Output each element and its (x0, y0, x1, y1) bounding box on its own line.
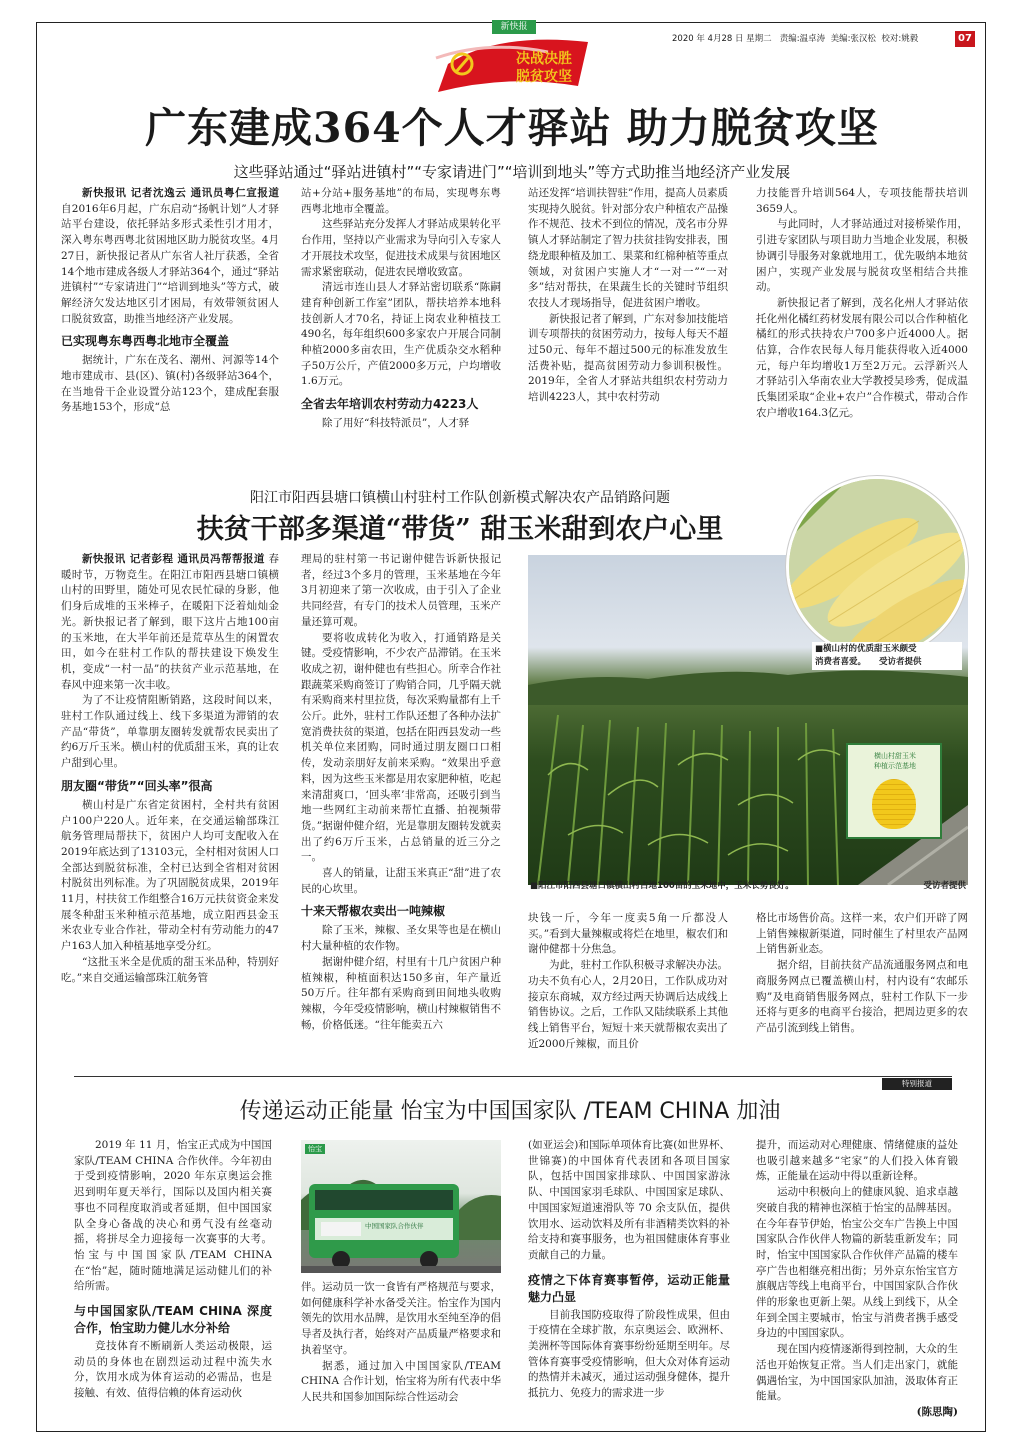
paper-tag: 新快报 (492, 20, 536, 34)
page-number: 07 (955, 31, 975, 47)
party-emblem-icon (428, 34, 598, 94)
article2-kicker: 阳江市阳西县塘口镇横山村驻村工作队创新模式解决农产品销路问题 (250, 490, 670, 506)
article2-byline: 新快报讯 记者彭程 通讯员冯帮帮报道 (82, 553, 265, 565)
article2-headline: 扶贫干部多渠道“带货” 甜玉米甜到农户心里 (196, 514, 724, 545)
article1-col3: 站还发挥“培训扶智驻”作用，提高人员素质实现持久脱贫。针对部分农户种植农产品操作不规范、技术不到位的情况，茂名市分界镇人才驿站制定了智力扶贫挂钩安排表，围绕龙眼种植及加工、果菜和红棉种植等重点领域，对贫困户实施人才“一对一”“一对多”结对帮扶，在果蔬生长的关键时节组织农技人才现场指导，促进贫困户增收。 新快报记者了解到，广东对参加技能培训专项帮扶的贫困劳动力，按每人每天不超过50元、每年不超过500元的标准发放生活费补贴，提高贫困劳动力参训积极性。2019年，全省人才驿站共组织农村劳动力培训4223人，其中农村劳动 (528, 187, 728, 404)
editor: 责编:温卓涛 (779, 34, 826, 44)
bus-ad-text: 中国国家队合作伙伴 (365, 1222, 424, 1230)
article1-col2: 站+分站+服务基地”的布局，实现粤东粤西粤北地市全覆盖。 这些驿站充分发挥人才驿站成果转化平台作用，坚持以产业需求为导向引入专家人才开展技术攻坚，促进技术成果与贫困地区需求紧密联动，促进农民增收致富。 清远市连山县人才驿站密切联系“陈嗣建育种创新工作室”团队，帮扶培养本地科技创新人才70名，持证上岗农业种植技工490名，每年组织600多家农户开展合同制种植2000多亩农田，生产优质杂交水稻种子50万公斤，产值2000多万元，户均增收1.6万元。 全省去年培训农村劳动力4223人 除了用好“科技特派员”，人才驿 (301, 187, 501, 430)
caption-top: ■横山村的优质甜玉米颇受 消费者喜爱。 受访者提供 (812, 642, 962, 670)
article2-subhead-1: 朋友圈“带货”“回头率”很高 (61, 778, 213, 793)
article1-subheadline: 这些驿站通过“驿站进镇村”“专家请进门”“培训到地头”等方式助推当地经济产业发展 (233, 163, 791, 181)
article1-subhead-2: 全省去年培训农村劳动力4223人 (301, 397, 479, 412)
article3-col1: 2019 年 11 月，怡宝正式成为中国国家队/TEAM CHINA 合作伙伴。今年初由于受到疫情影响，2020 年东京奥运会推迟到明年夏天举行，国际以及国内相关赛事也不同程度取消或者延期，但中国国家队全身心备战的决心和勇气没有丝毫动摇，将拼尽全力迎接每一次赛事的大考。怡宝与中国国家队/TEAM CHINA在“怡”起，随时随地满足运动健儿们的补给所需。 与中国国家队/TEAM CHINA 深度合作，怡宝助力健儿水分补给 竞技体育不断刷新人类运动极限，运动员的身体也在剧烈运动过程中流失水分，饮用水成为体育运动的必需品，也是接触、有效、值得信赖的体育运动伙 (74, 1139, 272, 1400)
corn-cob-illustration (789, 479, 968, 658)
farm-signboard (846, 743, 942, 839)
special-report-tag: 特别报道 (882, 1078, 952, 1090)
article2-col1: 新快报讯 记者彭程 通讯员冯帮帮报道 春暖时节，万物竞生。在阳江市阳西县塘口镇横山村的田野里，随处可见农民忙碌的身影，他们身后成堆的玉米棒子，在暖阳下泛着灿灿金光。新快报记者了解到，眼下这片占地100亩的玉米地，在大半年前还是荒草丛生的闲置农田，如今在驻村工作队的帮扶建设下焕发生机，变成“一村一品”的扶贫产业示范基地，在春风中迎来第一次丰收。 为了不让疫情阻断销路，这段时间以来，驻村工作队通过线上、线下多渠道为滞销的农产品“带货”，单靠朋友圈转发就帮农民卖出了约6万斤玉米。横山村的优质甜玉米，真的让农户甜到心里。 朋友圈“带货”“回头率”很高 横山村是广东省定贫困村，全村共有贫困户100户220人。近年来，在交通运输部珠江航务管理局帮扶下，贫困户人均可支配收入在2019年底达到了13103元，全村相对贫困人口全部达到脱贫标准，全村已达到全省相对贫困村脱贫出列标准。为了巩固脱贫成果，2019年11月，村扶贫工作组整合16万元扶贫资金来发展冬种甜玉米种植示范基地，成立阳西县金玉米农业专业合作社，带动全村有劳动能力的47户163人加入种植基地享受分红。 “这批玉米全是优质的甜玉米品种，特别好吃。”来自交通运输部珠江航务管 (61, 553, 279, 984)
article1-col1: 新快报讯 记者沈逸云 通讯员粤仁宣报道 自2016年6月起，广东启动“扬帆计划”人才驿站平台建设，依托驿站多形式柔性引才用才，深入粤东粤西粤北贫困地区助力脱贫攻坚。4月27日，新快报记者从广东省人社厅获悉，全省14个地市建成各级人才驿站364个，通过“驿站进镇村”“专家请进门”“培训到地头”等方式，破解经济欠发达地区引才困局，有效带领贫困人口脱贫致富，助推当地经济产业发展。 已实现粤东粤西粤北地市全覆盖 据统计，广东在茂名、潮州、河源等14个地市建成市、县(区)、镇(村)各级驿站364个，在当地骨干企业设置分站123个，建成配套服务基地153个，形成“总 (61, 187, 279, 414)
article1-headline: 广东建成364个人才驿站 助力脱贫攻坚 (145, 104, 879, 152)
article3-headline: 传递运动正能量 怡宝为中国国家队 /TEAM CHINA 加油 (239, 1099, 781, 1124)
article2-col3: 块钱一斤，今年一度卖5角一斤都没人买。”看到大量辣椒或将烂在地里，椒农们和谢仲健都十分焦急。 为此，驻村工作队积极寻求解决办法。功夫不负有心人，2月20日，工作队成功对接京东商城，双方经过两天协调后达成线上销售协议。之后，工作队又陆续联系上其他线上销售平台，短短十来天就帮椒农卖出了近2000斤辣椒，而且价 (528, 912, 728, 1050)
article1-col4: 力技能晋升培训564人，专项技能帮扶培训3659人。 与此同时，人才驿站通过对接桥梁作用，引进专家团队与项目助力当地企业发展，积极协调引导服务对象就地用工，优先吸纳本地贫困户，实现产业发展与脱贫攻坚相结合共推动。 新快报记者了解到，茂名化州人才驿站依托化州化橘红药材发展有限公司以合作种植化橘红的形式扶持农户700多户近4000人。据估算，合作农民每人每月能获得收入近4000元，每户年均增收1万至2万元。云浮新兴人才驿站引入华南农业大学教授吴珍秀，促成温氏集团采取“企业+农户”合作模式，带动合作农户增收164.3亿元。 (756, 187, 968, 419)
bus-brand-label: 怡宝 (305, 1144, 325, 1154)
caption-main: ■阳江市阳西县塘口镇横山村占地100亩的玉米地中，玉米长势良好。 受访者提供 (530, 881, 966, 891)
article3-subhead-1: 与中国国家队/TEAM CHINA 深度合作，怡宝助力健儿水分补给 (74, 1304, 272, 1336)
bus-photo (301, 1140, 501, 1273)
article3-col3: (如亚运会)和国际单项体育比赛(如世界杯、世锦赛)的中国体育代表团和各项目国家队，包括中国国家排球队、中国国家游泳队、中国国家羽毛球队、中国国家足球队、中国国家短道速滑队等 70 余支队伍，提供饮用水、运动饮料及所有非酒精类饮料的补给支持和赛事服务，也为祖国健康体育事业贡献自己的力量。 疫情之下体育赛事暂停，运动正能量魅力凸显 目前我国防疫取得了阶段性成果，但由于疫情在全球扩散，东京奥运会、欧洲杯、美洲杯等国际体育赛事纷纷延期至明年。尽管体育赛事受疫情影响，但大众对体育运动的热情并未减灭，通过运动强身健体，提升抵抗力、免疫力的需求进一步 (528, 1139, 730, 1400)
article1-subhead-1: 已实现粤东粤西粤北地市全覆盖 (61, 334, 230, 349)
designer: 美编:张汉松 (830, 34, 876, 44)
bus-scene (301, 1140, 501, 1273)
section-rule (74, 1076, 952, 1077)
campaign-line-1: 决战决胜 (516, 51, 572, 67)
proofreader: 校对:姚毅 (881, 34, 919, 44)
corn-closeup-photo (786, 476, 968, 658)
article3-subhead-2: 疫情之下体育赛事暂停，运动正能量魅力凸显 (528, 1272, 730, 1304)
article3-col4: 提升，而运动对心理健康、情绪健康的益处也吸引越来越多“宅家”的人们投入体育锻炼，正能量在运动中得以重新诠释。 运动中积极向上的健康风貌、追求卓越突破自我的精神也深植于怡宝的品牌基因。在今年春节伊始，怡宝公交车广告换上中国国家队合作伙伴人物篇的新装重新发车；同时，怡宝中国国家队合作伙伴产品篇的楼车亭广告也相继亮相出街；另外京东怡宝官方旗舰店等线上电商平台，中国国家队合作伙伴的形象也更新上架。从线上到线下，从全年到全国主要城市，怡宝与消费者携手感受身边的中国国家队。 现在国内疫情逐渐得到控制，大众的生活也开始恢复正常。当人们走出家门，就能偶遇怡宝，为中国国家队加油，汲取体育正能量。 (陈思陶) (756, 1138, 958, 1420)
article2-subhead-2: 十来天帮椒农卖出一吨辣椒 (301, 904, 446, 919)
article3-author: (陈思陶) (916, 1405, 958, 1418)
article2-col4: 格比市场售价高。这样一来，农户们开辟了网上销售辣椒新渠道，同时催生了村里农产品网上销售新业态。 据介绍，目前扶贫产品流通服务网点和电商服务网点已覆盖横山村，村内设有“农邮乐购”及电商销售服务网点，驻村工作队下一步还将与更多的电商平台接洽，把周边更多的农产品引流到线上销售。 (756, 912, 968, 1034)
article1-byline: 新快报讯 记者沈逸云 通讯员粤仁宣报道 (82, 187, 279, 199)
article1-col1-p: 新快报讯 记者沈逸云 通讯员粤仁宣报道 自2016年6月起，广东启动“扬帆计划”人才驿站平台建设，依托驿站多形式柔性引才用才，深入粤东粤西粤北贫困地区助力脱贫攻坚。4月27日，新快报记者从广东省人社厅获悉，全省14个地市建成各级人才驿站364个，通过“驿站进镇村”“专家请进门”“培训到地头”等方式，破解经济欠发达地区引才困局，有效带领贫困人口脱贫致富，助推当地经济产业发展。 (61, 187, 279, 325)
campaign-line-2: 脱贫攻坚 (516, 69, 572, 85)
article3-col2: 伴。运动员一饮一食皆有严格规范与要求，如何健康科学补水备受关注。怡宝作为国内领先的饮用水品牌，是饮用水至纯至净的倡导者及执行者，始终对产品质量严格要求和执着坚守。 据悉，通过加入中国国家队/TEAM CHINA 合作计划，怡宝将为所有代表中华人民共和国参加国际综合性运动会 (301, 1281, 501, 1403)
sign-corn-graphic (872, 779, 916, 829)
date-line: 2020 年 4月28 日 星期二 (672, 34, 772, 44)
campaign-badge (428, 20, 598, 92)
sign-line-1: 横山村甜玉米 (874, 752, 916, 760)
article2-col2: 理局的驻村第一书记谢仲健告诉新快报记者，经过3个多月的管理，玉米基地在今年3月初迎来了第一次收成，由于引入了企业共同经营，有专门的技术人员管理，玉米产量还算可观。 要将收成转化为收入，打通销路是关键。受疫情影响，不少农产品滞销。在玉米收成之初，谢仲健也有些担心。所幸合作社跟蔬菜采购商签订了购销合同，几乎隔天就有采购商来村里拉货，每次采购量都有上千公斤。此外，驻村工作队还想了各种办法扩宽消费扶贫的渠道，包括在阳西县发动一些机关单位来团购，同时通过朋友圈口口相传，发动亲朋好友前来采购。“效果出乎意料，因为这些玉米都是用农家肥种植，吃起来清甜爽口，‘回头率’非常高，还吸引到当地一些网红主动前来帮忙直播、拍视频带货。”据谢仲健介绍，光是靠朋友圈转发就卖出了约6万斤玉米，占总销量的近三分之一。 喜人的销量，让甜玉米真正“甜”进了农民的心坎里。 十来天帮椒农卖出一吨辣椒 除了玉米，辣椒、圣女果等也是在横山村大量种植的农作物。 据谢仲健介绍，村里有十几户贫困户种植辣椒，种植面积达150多亩，年产量近50万斤。往年都有采购商到田间地头收购辣椒，今年受疫情影响，横山村辣椒销售不畅，价格低迷。“往年能卖五六 (301, 553, 501, 1031)
folio (672, 32, 918, 46)
sign-line-2: 种植示范基地 (874, 762, 916, 770)
